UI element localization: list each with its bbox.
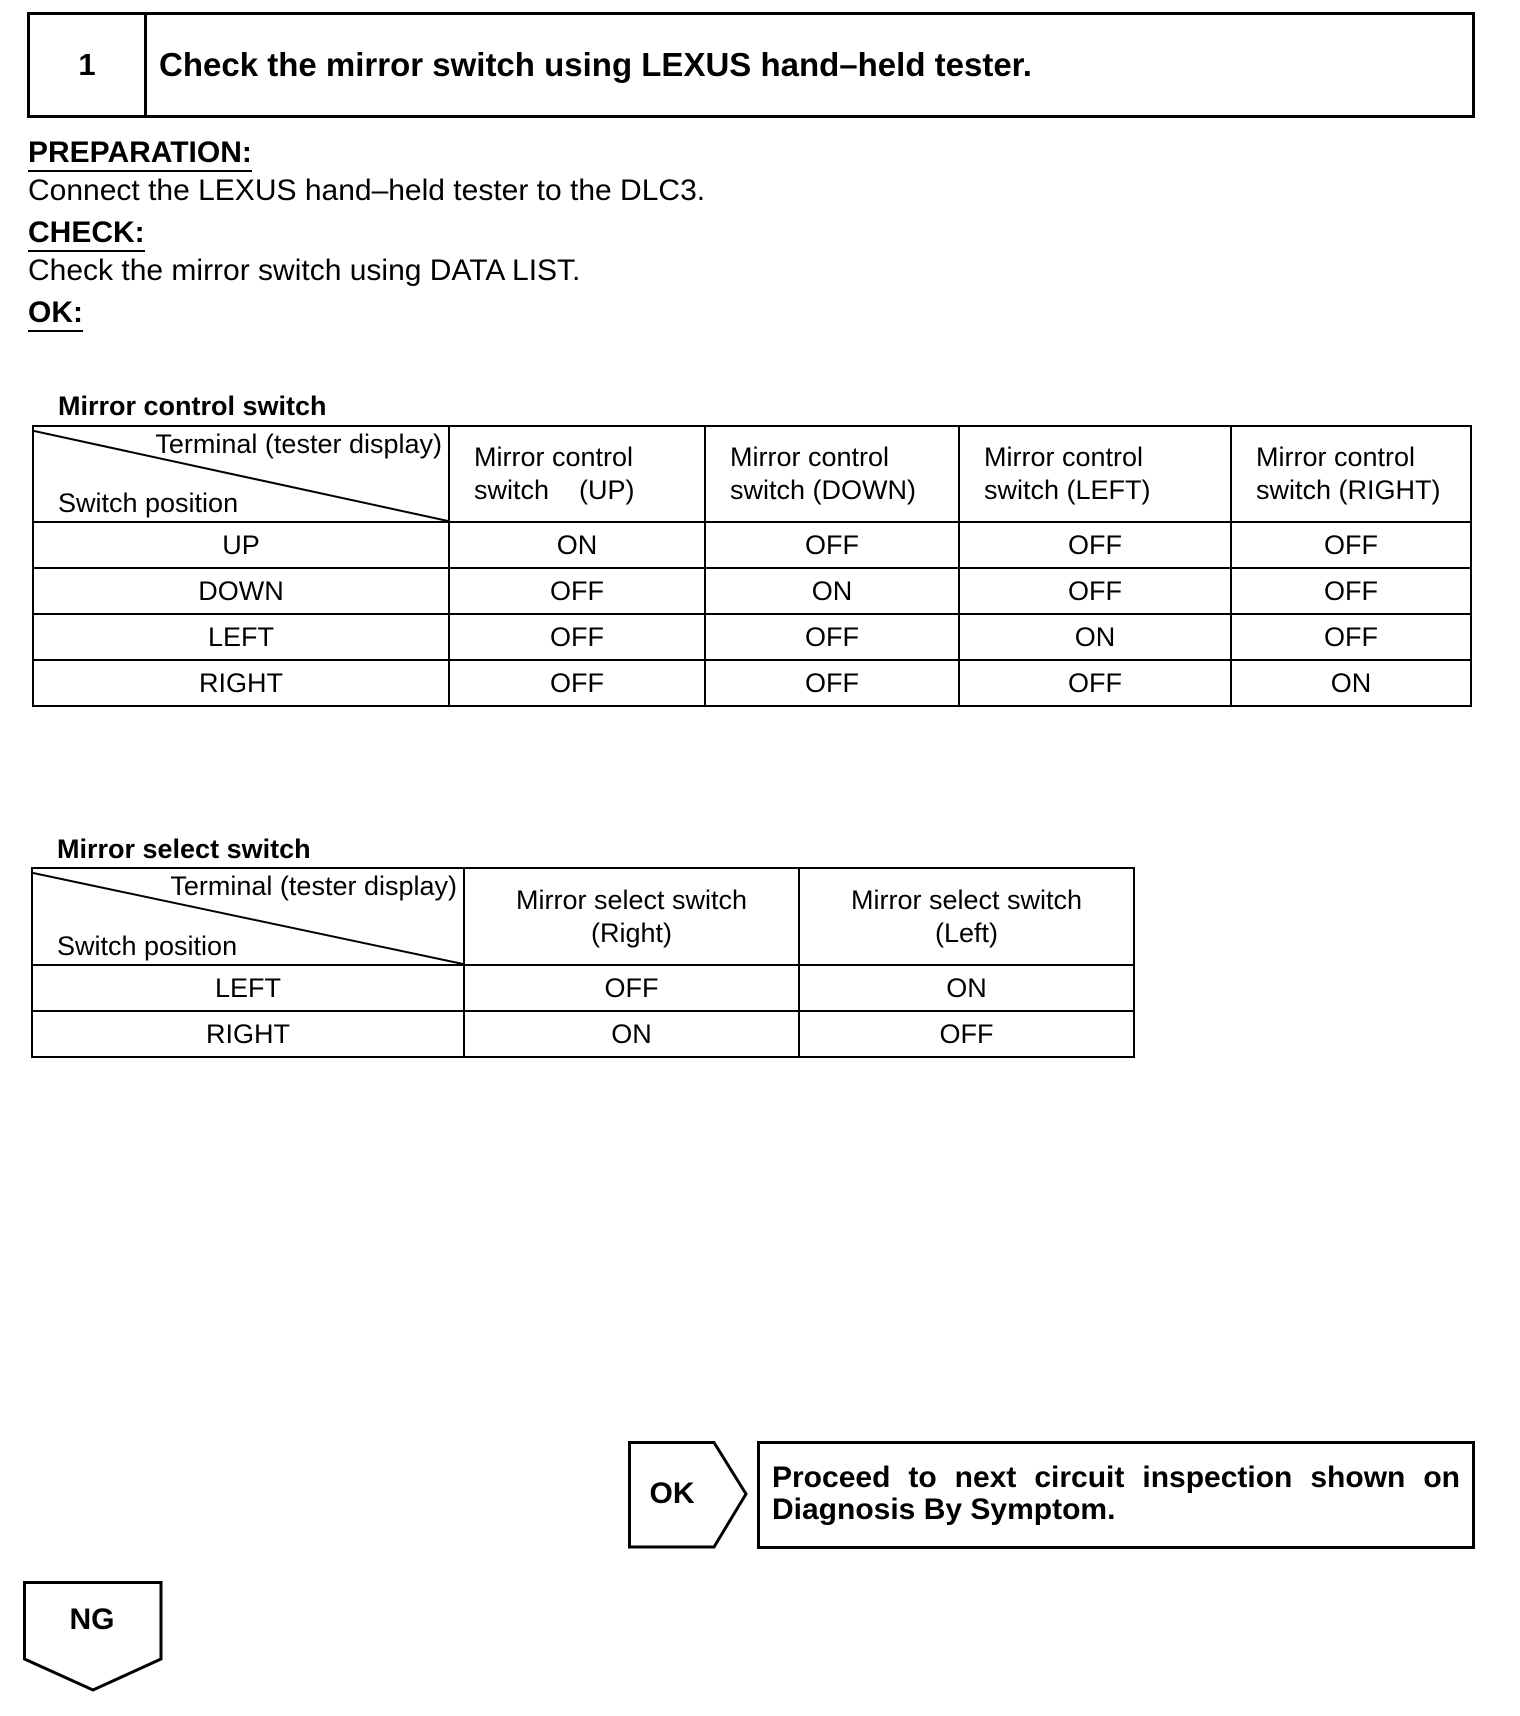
cell-value: OFF — [1231, 522, 1471, 568]
cell-value: ON — [959, 614, 1231, 660]
step-number: 1 — [30, 15, 147, 115]
table-header-row — [32, 868, 1134, 965]
preparation-text: Connect the LEXUS hand–held tester to the DLC3. — [28, 174, 706, 207]
cell-value: OFF — [959, 660, 1231, 706]
row-position: DOWN — [33, 568, 449, 614]
cell-value: OFF — [959, 568, 1231, 614]
control-table-caption: Mirror control switch — [58, 391, 327, 421]
col-header-right: Mirror control switch (RIGHT) — [1231, 426, 1471, 522]
corner-cell — [32, 868, 464, 965]
col-header-down: Mirror control switch (DOWN) — [705, 426, 959, 522]
step-header — [27, 12, 1475, 118]
cell-value: OFF — [464, 965, 799, 1011]
corner-terminal-label: Terminal (tester display) — [155, 429, 442, 459]
corner-terminal-label: Terminal (tester display) — [170, 871, 457, 901]
cell-value: ON — [464, 1011, 799, 1057]
cell-value: OFF — [959, 522, 1231, 568]
check-heading: CHECK: — [28, 217, 145, 252]
row-position: RIGHT — [32, 1011, 464, 1057]
col-header-up: Mirror control switch (UP) — [449, 426, 705, 522]
cell-value: OFF — [449, 660, 705, 706]
col-header-left: Mirror control switch (LEFT) — [959, 426, 1231, 522]
step-title: Check the mirror switch using LEXUS hand–held tester. — [159, 46, 1032, 83]
check-text: Check the mirror switch using DATA LIST. — [28, 254, 581, 287]
corner-position-label: Switch position — [58, 488, 239, 518]
ok-result-box: Proceed to next circuit inspection shown on Diagnosis By Symptom. — [757, 1441, 1475, 1549]
cell-value: OFF — [705, 522, 959, 568]
col-header-select-right: Mirror select switch (Right) — [464, 868, 799, 965]
table-row — [32, 1011, 1134, 1057]
ok-heading: OK: — [28, 297, 83, 332]
ok-branch-label: OK — [649, 1477, 695, 1510]
row-position: UP — [33, 522, 449, 568]
row-position: LEFT — [33, 614, 449, 660]
ng-branch-label: NG — [69, 1603, 115, 1636]
col-header-select-left: Mirror select switch (Left) — [799, 868, 1134, 965]
table-row — [33, 614, 1471, 660]
cell-value: ON — [449, 522, 705, 568]
cell-value: ON — [799, 965, 1134, 1011]
mirror-select-table — [31, 867, 1135, 1058]
corner-position-label: Switch position — [57, 931, 238, 961]
table-row — [32, 965, 1134, 1011]
cell-value: OFF — [1231, 614, 1471, 660]
cell-value: ON — [705, 568, 959, 614]
cell-value: OFF — [449, 568, 705, 614]
cell-value: OFF — [705, 660, 959, 706]
row-position: RIGHT — [33, 660, 449, 706]
table-row — [33, 568, 1471, 614]
cell-value: ON — [1231, 660, 1471, 706]
cell-value: OFF — [705, 614, 959, 660]
preparation-heading: PREPARATION: — [28, 137, 252, 172]
cell-value: OFF — [449, 614, 705, 660]
cell-value: OFF — [1231, 568, 1471, 614]
table-header-row — [33, 426, 1471, 522]
mirror-control-table — [32, 425, 1472, 707]
table-row — [33, 660, 1471, 706]
table-row — [33, 522, 1471, 568]
cell-value: OFF — [799, 1011, 1134, 1057]
row-position: LEFT — [32, 965, 464, 1011]
select-table-caption: Mirror select switch — [57, 834, 311, 864]
corner-cell — [33, 426, 449, 522]
